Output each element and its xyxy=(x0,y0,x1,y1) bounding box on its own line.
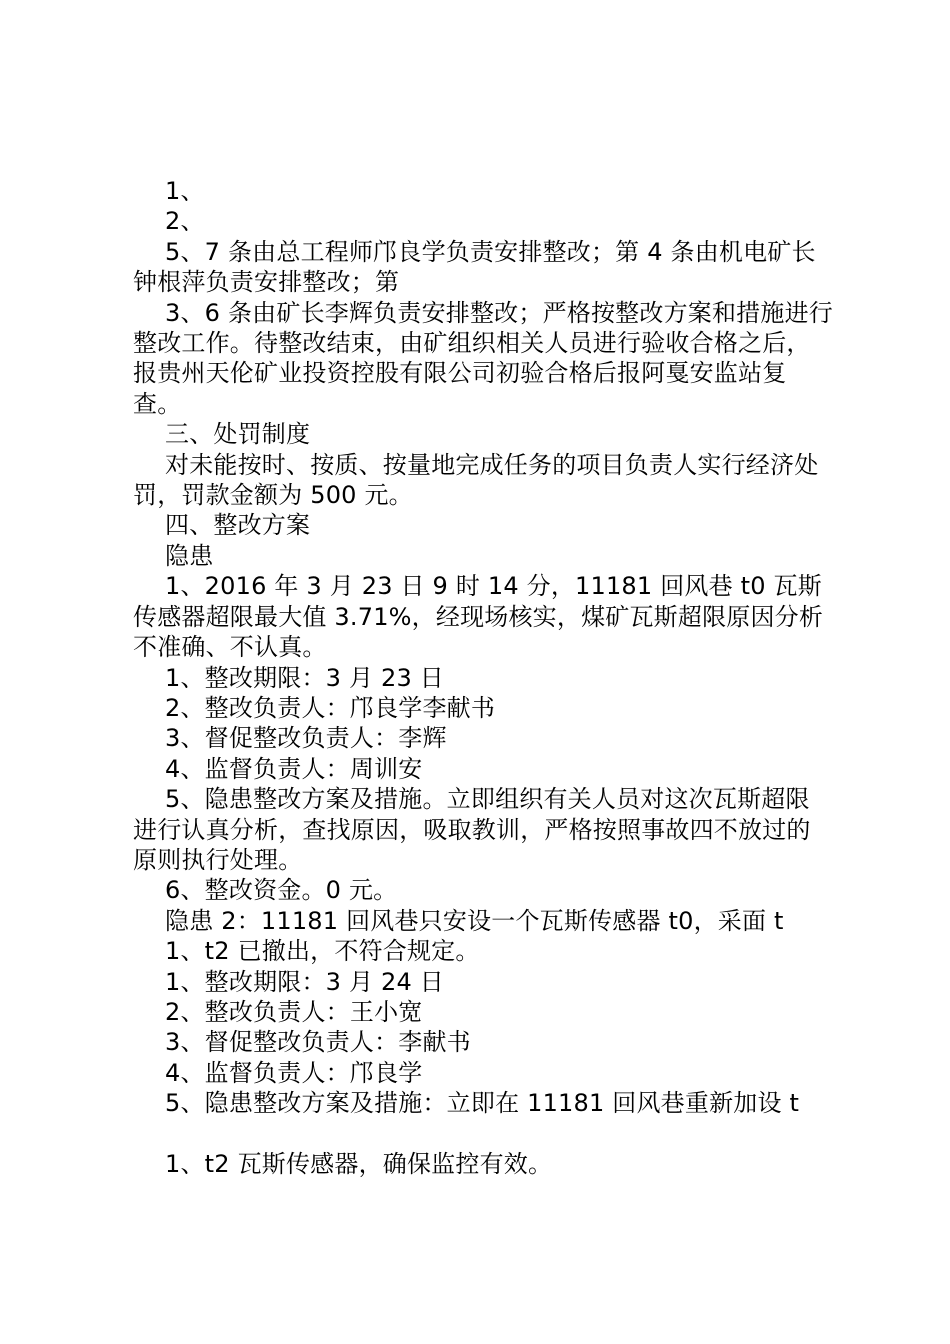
hazard-heading-2: 隐患 2：11181 回风巷只安设一个瓦斯传感器 t0，采面 t xyxy=(165,906,784,935)
paragraph-1: 1、 xyxy=(165,177,205,205)
section-heading-plan: 四、整改方案 xyxy=(165,511,311,540)
paragraph-6: 对未能按时、按质、按量地完成任务的项目负责人实行经济处罚，罚款金额为 500 元。 xyxy=(133,450,819,510)
paragraph-10: 1、整改期限：3 月 23 日 xyxy=(165,663,444,692)
paragraph-9: 1、2016 年 3 月 23 日 9 时 14 分，11181 回风巷 t0 瓦斯传感器超限最大值 3.71%，经现场核实，煤矿瓦斯超限原因分析不准确、不认真。 xyxy=(133,572,824,662)
paragraph-14: 5、隐患整改方案及措施。立即组织有关人员对这次瓦斯超限进行认真分析，查找原因，吸取教训，严格按照事故四不放过的原则执行处理。 xyxy=(133,785,811,874)
blank-line xyxy=(133,1119,833,1149)
paragraph-11: 2、整改负责人：邝良学李献书 xyxy=(165,693,496,722)
paragraph-3: 5、7 条由总工程师邝良学负责安排整改；第 4 条由机电矿长钟根萍负责安排整改；第 xyxy=(133,237,816,297)
paragraph-23: 1、t2 瓦斯传感器，确保监控有效。 xyxy=(165,1149,553,1178)
paragraph-2: 2、 xyxy=(165,207,205,236)
paragraph-12: 3、督促整改负责人：李辉 xyxy=(165,724,447,753)
paragraph-13: 4、监督负责人：周训安 xyxy=(165,754,423,783)
paragraph-22: 5、隐患整改方案及措施：立即在 11181 回风巷重新加设 t xyxy=(165,1089,800,1118)
paragraph-15: 6、整改资金。0 元。 xyxy=(165,876,398,905)
section-heading-penalty: 三、处罚制度 xyxy=(165,420,311,449)
document-body xyxy=(133,176,833,1179)
hazard-heading-1: 隐患 xyxy=(165,541,214,570)
paragraph-4: 3、6 条由矿长李辉负责安排整改；严格按整改方案和措施进行整改工作。待整改结束，由矿组织相关人员进行验收合格之后，报贵州天伦矿业投资控股有限公司初验合格后报阿戛安监站复查。 xyxy=(133,298,833,418)
paragraph-18: 1、整改期限：3 月 24 日 xyxy=(165,967,444,996)
paragraph-17: 1、t2 已撤出，不符合规定。 xyxy=(165,937,480,966)
paragraph-21: 4、监督负责人：邝良学 xyxy=(165,1058,423,1087)
paragraph-19: 2、整改负责人：王小宽 xyxy=(165,997,423,1026)
paragraph-20: 3、督促整改负责人：李献书 xyxy=(165,1028,471,1057)
